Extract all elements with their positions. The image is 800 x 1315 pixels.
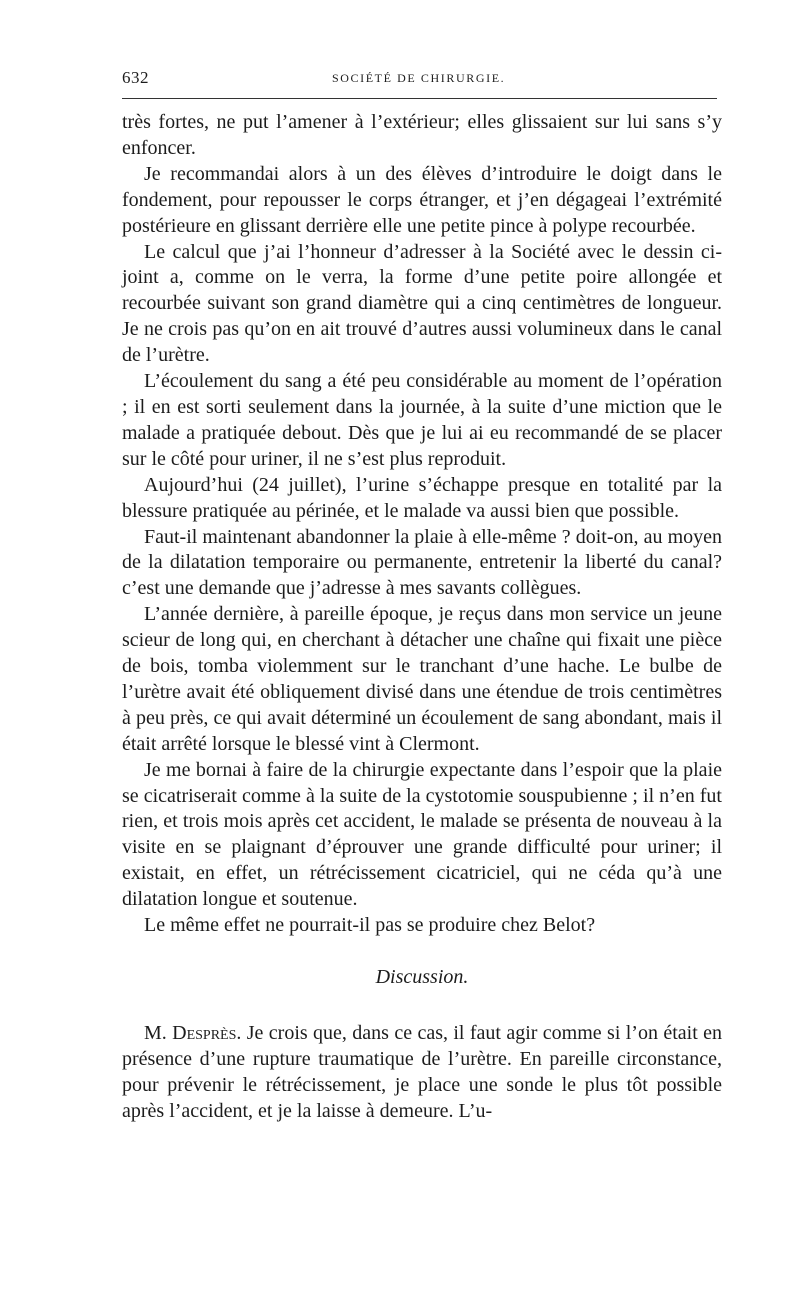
header-rule [122, 98, 717, 99]
paragraph: Le calcul que j’ai l’honneur d’adresser à la Société avec le dessin ci-joint a, comme on le verra, la forme d’une petite poire allongée et recourbée suivant son grand diamètre qui a cinq centimètres de longueur. Je ne crois pas qu’on en ait trouvé d’autres aussi volumineux dans le canal de l’urètre. [122, 240, 722, 367]
paragraph: Le même effet ne pourrait-il pas se produire chez Belot? [144, 914, 596, 937]
running-title: SOCIÉTÉ DE CHIRURGIE. [332, 71, 506, 85]
discussion-text: Je crois que, dans ce cas, il faut agir comme si l’on était en présence d’une rupture traumatique de l’urètre. En pareille circonstance, pour prévenir le rétrécissement, je place une sonde le plus tôt possible après l’accident, et je la laisse à demeure. L’u- [122, 1021, 723, 1122]
paragraph: Aujourd’hui (24 juillet), l’urine s’échappe presque en totalité par la blessure pratiquée au périnée, et le malade va aussi bien que possible. [122, 473, 722, 522]
paragraph: Je me bornai à faire de la chirurgie expectante dans l’espoir que la plaie se cicatriserait comme à la suite de la cystotomie souspubienne ; il n’en fut rien, et trois mois après cet accident, le malade se présenta de nouveau à la visite en se plaignant d’éprouver une grande difficulté pour uriner; il existait, en effet, un rétrécissement cicatriciel, qui ne céda qu’à une dilatation longue et soutenue. [122, 758, 722, 911]
paragraph: très fortes, ne put l’amener à l’extérieur; elles glissaient sur lui sans s’y enfoncer. [122, 111, 722, 159]
body-text [122, 110, 722, 1125]
paragraph: L’année dernière, à pareille époque, je reçus dans mon service un jeune scieur de long qui, en cherchant à détacher une chaîne qui fixait une pièce de bois, tomba violemment sur le tranchant d’une hache. Le bulbe de l’urètre avait été obliquement divisé dans une étendue de trois centimètres à peu près, ce qui avait déterminé un écoulement de sang abondant, mais il était arrêté lorsque le blessé vint à Clermont. [122, 603, 722, 755]
discussion-paragraph [122, 1021, 722, 1125]
speaker-name: M. Desprès. [144, 1021, 242, 1044]
running-header [122, 62, 722, 92]
document-page [122, 62, 723, 1122]
page-number: 632 [122, 68, 149, 87]
section-heading: Discussion. [375, 966, 469, 988]
paragraph: Je recommandai alors à un des élèves d’introduire le doigt dans le fondement, pour repousser le corps étranger, et j’en dégageai l’extrémité postérieure en glissant derrière elle une petite pince à polype recourbée. [122, 162, 722, 237]
paragraph: Faut-il maintenant abandonner la plaie à elle-même ? doit-on, au moyen de la dilatation temporaire ou permanente, entretenir la liberté du canal? c’est une demande que j’adresse à mes savants collègues. [122, 525, 722, 600]
paragraph: L’écoulement du sang a été peu considérable au moment de l’opération ; il en est sorti seulement dans la journée, à la suite d’une miction que le malade a pratiquée debout. Dès que je lui ai eu recommandé de se placer sur le côté pour uriner, il ne s’est plus reproduit. [122, 370, 722, 470]
